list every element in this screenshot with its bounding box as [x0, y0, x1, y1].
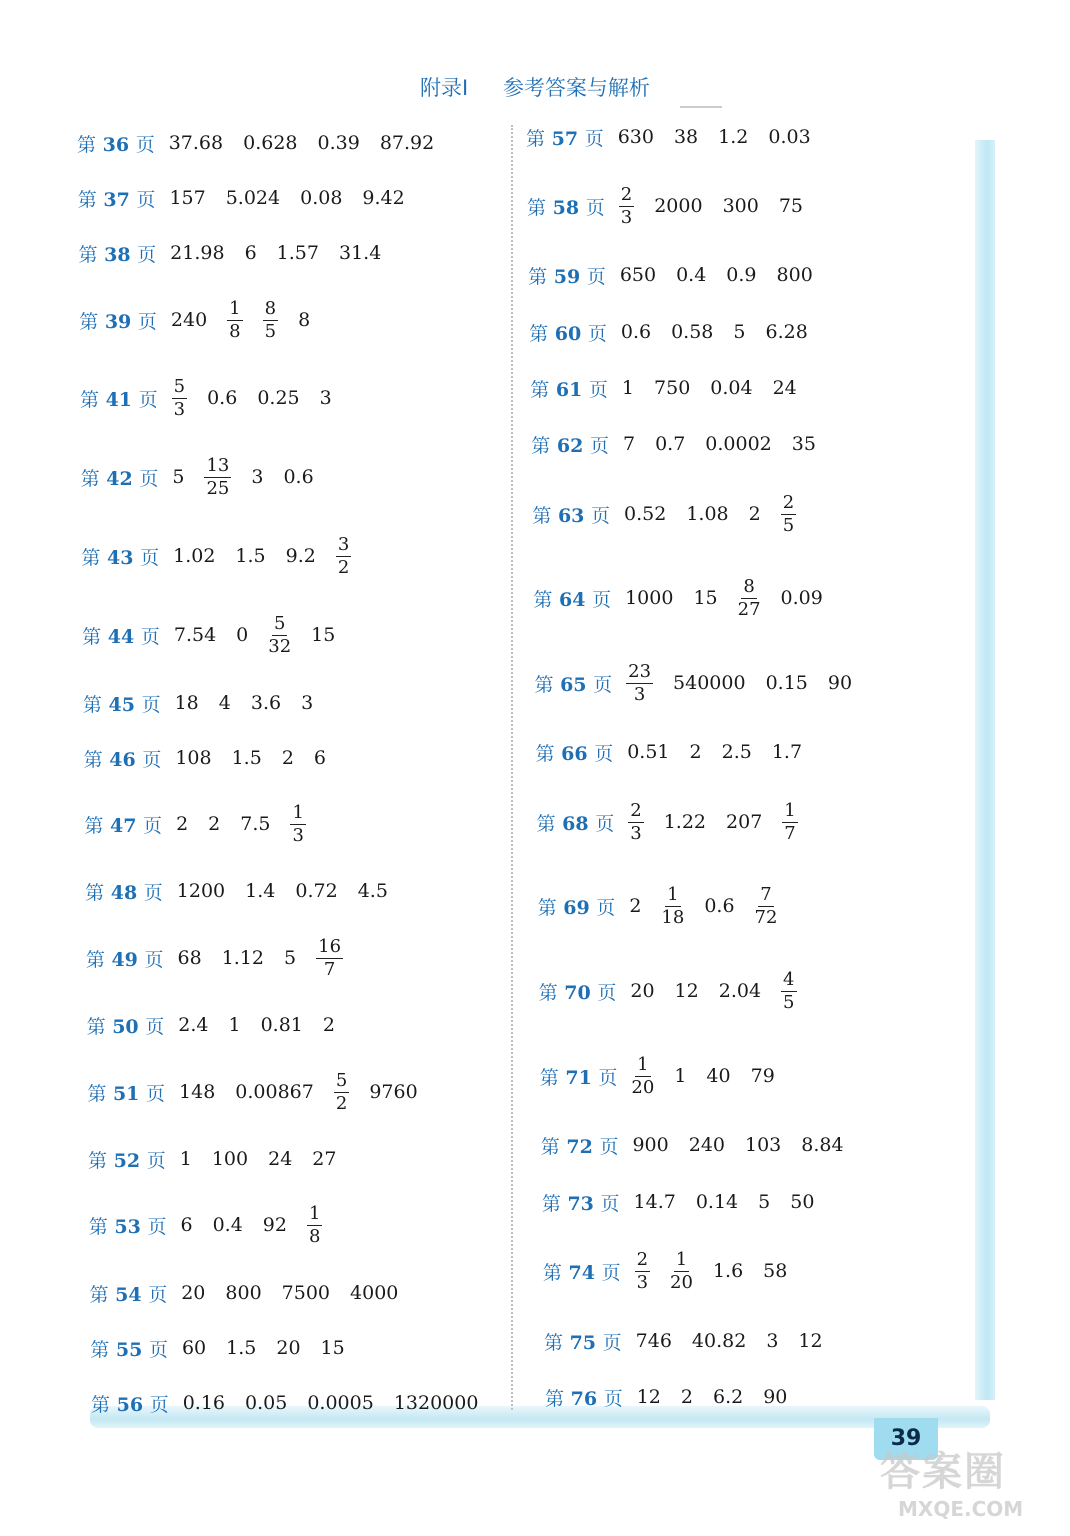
answer-value: 1.2: [718, 126, 749, 148]
answer-value: 0.81: [260, 1014, 303, 1036]
answer-row: [90, 1263, 419, 1323]
answer-row: [87, 1062, 437, 1122]
page-label: 第 64 页: [533, 588, 612, 611]
answer-value: 0.6: [620, 321, 652, 343]
page-label: 第 43 页: [81, 546, 160, 569]
column-divider: [511, 125, 513, 1410]
answer-value: 20: [181, 1282, 206, 1304]
answer-value: 3: [251, 466, 264, 488]
answer-value: 35: [791, 433, 816, 455]
answer-value: 50: [790, 1191, 815, 1213]
page-label: 第 75 页: [543, 1331, 622, 1354]
answer-value: 0.25: [257, 387, 300, 409]
answer-row: [533, 568, 842, 628]
answer-value: 2: [208, 813, 221, 835]
page-label: 第 55 页: [90, 1338, 168, 1361]
answer-value: 90: [763, 1386, 788, 1408]
answer-value: 5: [284, 947, 297, 969]
answer-value: 1: [179, 1148, 192, 1170]
answer-row: [530, 358, 817, 418]
answer-value: 12: [636, 1386, 661, 1408]
answer-row: [539, 961, 817, 1021]
page-label: 第 53 页: [88, 1215, 167, 1238]
answer-value: 6: [244, 242, 257, 264]
answer-value: 240: [170, 309, 208, 331]
answer-value: 2: [281, 747, 294, 769]
page-label: 第 71 页: [539, 1066, 618, 1089]
answer-value: 5: [172, 466, 185, 488]
answer-value: 0.16: [182, 1392, 226, 1414]
answer-value: 2.5: [721, 741, 752, 763]
answer-row: [536, 722, 823, 782]
answer-value: 3: [766, 1330, 779, 1352]
answer-value: 157: [169, 187, 206, 209]
answer-row: [527, 176, 823, 236]
answer-value: 1.5: [235, 545, 266, 567]
page-label: 第 56 页: [91, 1393, 169, 1416]
page-label: 第 44 页: [82, 625, 160, 648]
fraction-answer: $\frac{5}{32}$: [268, 612, 292, 657]
answer-value: 0.6: [283, 466, 314, 488]
answer-value: 7.5: [240, 813, 271, 835]
page-label: 第 74 页: [542, 1261, 621, 1284]
answer-row: [80, 368, 352, 428]
answer-value: 1.5: [226, 1337, 257, 1359]
watermark-logo: 答案圈 MXQE.COM: [880, 1449, 1024, 1521]
answer-value: 15: [311, 624, 336, 646]
answer-row: [544, 1311, 843, 1371]
fraction-answer: $\frac{5}{3}$: [173, 375, 186, 420]
page-label: 第 72 页: [540, 1135, 619, 1158]
page-label: 第 51 页: [87, 1082, 166, 1105]
answer-value: 4: [218, 692, 231, 714]
answer-value: 7.54: [173, 624, 217, 646]
fraction-answer: $\frac{2}{3}$: [620, 183, 633, 228]
answer-value: 92: [262, 1214, 287, 1236]
answer-value: 8: [298, 309, 311, 331]
answer-value: 0.0002: [705, 433, 772, 455]
answer-value: 20: [630, 980, 655, 1002]
answer-value: 20: [276, 1337, 301, 1359]
answer-value: 18: [174, 692, 199, 714]
fraction-answer: $\frac{3}{2}$: [337, 533, 350, 578]
page-label: 第 45 页: [82, 693, 161, 716]
answer-value: 40.82: [691, 1330, 747, 1352]
fraction-answer: $\frac{13}{25}$: [206, 454, 230, 499]
fraction-answer: $\frac{7}{72}$: [754, 883, 778, 928]
answer-value: 0.05: [245, 1392, 288, 1414]
answer-value: 0.6: [704, 895, 735, 917]
page-header: [0, 72, 1070, 102]
answer-value: 746: [635, 1330, 672, 1352]
answer-value: 0.0005: [307, 1392, 374, 1414]
page-number: 39: [874, 1418, 938, 1460]
page-label: 第 42 页: [80, 467, 159, 490]
answer-value: 8.84: [801, 1134, 844, 1156]
page-label: 第 58 页: [527, 196, 605, 219]
answer-row: [85, 861, 408, 921]
answer-row: [529, 302, 828, 362]
page-label: 第 38 页: [78, 243, 157, 266]
answer-value: 6: [313, 747, 326, 769]
answer-value: 2: [689, 741, 702, 763]
answer-row: [77, 113, 454, 173]
answer-value: 9760: [369, 1081, 418, 1103]
page-label: 第 46 页: [83, 748, 162, 771]
fraction-answer: $\frac{4}{5}$: [783, 968, 795, 1013]
answer-value: 207: [726, 811, 763, 833]
answer-value: 0.628: [243, 132, 298, 154]
answer-value: 68: [177, 947, 202, 969]
answer-value: 0.6: [207, 387, 238, 409]
page-label: 第 54 页: [89, 1283, 168, 1306]
answer-value: 38: [673, 126, 699, 148]
answer-value: 2.04: [718, 980, 762, 1002]
answer-value: 24: [268, 1148, 293, 1170]
answer-value: 0.9: [726, 264, 757, 286]
answer-value: 7: [622, 433, 636, 455]
page-label: 第 49 页: [85, 948, 164, 971]
fraction-answer: $\frac{1}{7}$: [784, 799, 796, 844]
answer-value: 37.68: [168, 132, 224, 154]
page-label: 第 37 页: [77, 188, 156, 211]
answer-value: 15: [693, 587, 718, 609]
answer-value: 21.98: [170, 242, 225, 264]
answer-value: 1: [621, 377, 635, 399]
answer-value: 1.02: [173, 545, 216, 567]
answer-value: 148: [179, 1081, 216, 1103]
answer-value: 1.5: [231, 747, 262, 769]
answer-row: [526, 107, 831, 167]
answer-value: 750: [654, 377, 691, 399]
answer-value: 0.72: [295, 880, 338, 902]
answer-row: [528, 245, 833, 305]
answer-value: 27: [312, 1148, 337, 1170]
page-label: 第 57 页: [526, 127, 604, 150]
answer-row: [78, 223, 401, 283]
answer-value: 40: [706, 1065, 731, 1087]
answer-value: 0.00867: [235, 1081, 314, 1103]
answer-value: 300: [722, 195, 759, 217]
page-label: 第 61 页: [530, 378, 608, 401]
answer-value: 0.15: [765, 672, 808, 694]
answer-row: [89, 1195, 343, 1255]
answer-value: 6: [180, 1214, 193, 1236]
fraction-answer: $\frac{1}{18}$: [661, 883, 685, 928]
answer-value: 0.09: [780, 587, 823, 609]
answer-row: [538, 876, 798, 936]
page-label: 第 73 页: [541, 1192, 620, 1215]
appendix-title: 附录Ⅰ: [420, 76, 469, 100]
fraction-answer: $\frac{2}{3}$: [630, 799, 642, 844]
page-label: 第 60 页: [529, 322, 607, 345]
answer-row: [540, 1046, 795, 1106]
answer-row: [83, 673, 333, 733]
fraction-answer: $\frac{2}{5}$: [782, 491, 795, 536]
page-label: 第 36 页: [77, 133, 155, 156]
fraction-answer: $\frac{8}{27}$: [737, 575, 761, 620]
answer-value: 2: [629, 895, 642, 917]
right-decoration-band: [975, 140, 995, 1400]
answer-row: [88, 1129, 356, 1189]
answer-row: [532, 484, 816, 544]
answer-value: 87.92: [379, 132, 435, 154]
page-label: 第 41 页: [79, 388, 158, 411]
answer-row: [531, 414, 836, 474]
fraction-answer: $\frac{5}{2}$: [335, 1069, 348, 1114]
answer-value: 103: [745, 1134, 782, 1156]
fraction-answer: $\frac{1}{20}$: [670, 1248, 693, 1293]
answer-value: 240: [688, 1134, 725, 1156]
answer-value: 5: [758, 1191, 771, 1213]
answer-value: 0.39: [317, 132, 360, 154]
answer-value: 1.22: [663, 811, 707, 833]
fraction-answer: $\frac{2}{3}$: [636, 1248, 649, 1293]
page-label: 第 70 页: [538, 981, 617, 1004]
fraction-answer: $\frac{1}{20}$: [631, 1053, 655, 1098]
answer-value: 4000: [350, 1282, 399, 1304]
answer-value: 2: [176, 813, 189, 835]
page-label: 第 66 页: [535, 742, 614, 765]
answer-value: 3: [301, 692, 314, 714]
answer-value: 540000: [673, 672, 746, 694]
answer-value: 1.7: [771, 741, 803, 763]
answer-value: 2: [680, 1386, 693, 1408]
answer-value: 1000: [625, 587, 674, 609]
answer-value: 108: [175, 747, 212, 769]
answer-row: [90, 1318, 364, 1378]
answer-row: [84, 728, 346, 788]
answer-value: 800: [776, 264, 813, 286]
answer-value: 0.4: [676, 264, 707, 286]
answer-row: [534, 653, 872, 713]
answer-value: 4.5: [357, 880, 388, 902]
answer-value: 1320000: [393, 1392, 479, 1414]
page-label: 第 63 页: [532, 504, 611, 527]
answer-row: [86, 928, 363, 988]
answer-row: [91, 1373, 498, 1433]
answer-value: 1: [228, 1014, 241, 1036]
answer-value: 7500: [281, 1282, 331, 1304]
answer-value: 630: [617, 126, 654, 148]
answer-value: 31.4: [338, 242, 382, 264]
answer-value: 58: [763, 1260, 788, 1282]
page-label: 第 59 页: [528, 265, 606, 288]
answer-row: [545, 1367, 807, 1427]
answer-value: 12: [674, 980, 699, 1002]
page-label: 第 39 页: [79, 310, 157, 333]
answer-value: 0.14: [695, 1191, 739, 1213]
answer-value: 75: [778, 195, 804, 217]
answer-value: 9.2: [285, 545, 316, 567]
answer-value: 2000: [654, 195, 703, 217]
answer-value: 0.03: [768, 126, 811, 148]
page-label: 第 50 页: [86, 1015, 165, 1038]
answer-value: 900: [632, 1134, 669, 1156]
answer-value: 2.4: [178, 1014, 209, 1036]
answer-value: 3.6: [250, 692, 282, 714]
answer-value: 79: [750, 1065, 775, 1087]
answer-row: [81, 447, 334, 507]
answer-row: [78, 168, 425, 228]
answer-row: [84, 794, 326, 854]
answer-value: 1.12: [221, 947, 265, 969]
answer-value: 650: [619, 264, 657, 286]
fraction-answer: $\frac{23}{3}$: [628, 660, 652, 705]
fraction-answer: $\frac{1}{3}$: [292, 801, 304, 846]
answer-row: [79, 290, 330, 350]
answer-value: 1: [674, 1065, 687, 1087]
answer-row: [82, 605, 355, 665]
answer-value: 1.6: [712, 1260, 744, 1282]
page-label: 第 69 页: [537, 896, 616, 919]
answer-value: 60: [181, 1337, 207, 1359]
answer-row: [87, 995, 355, 1055]
page-label: 第 62 页: [531, 434, 609, 457]
answer-value: 0.51: [627, 741, 670, 763]
answer-value: 0.58: [671, 321, 714, 343]
page-label: 第 76 页: [545, 1387, 623, 1410]
answer-value: 12: [798, 1330, 823, 1352]
answer-value: 0.52: [624, 503, 667, 525]
fraction-answer: $\frac{8}{5}$: [264, 297, 277, 342]
answer-value: 6.28: [765, 321, 808, 343]
answer-value: 5: [733, 321, 746, 343]
answer-value: 0.08: [300, 187, 343, 209]
answer-value: 9.42: [362, 187, 405, 209]
answer-value: 1.57: [276, 242, 319, 264]
fraction-answer: $\frac{1}{8}$: [229, 297, 241, 342]
page-label: 第 68 页: [536, 812, 615, 835]
answer-row: [541, 1115, 864, 1175]
page-label: 第 52 页: [88, 1149, 166, 1172]
fraction-answer: $\frac{16}{7}$: [318, 935, 342, 980]
page-label: 第 48 页: [85, 881, 163, 904]
answer-value: 2: [748, 503, 761, 525]
fraction-answer: $\frac{1}{8}$: [308, 1202, 321, 1247]
answer-value: 100: [211, 1148, 249, 1170]
page-label: 第 47 页: [84, 814, 163, 837]
answer-value: 6.2: [712, 1386, 744, 1408]
answer-value: 0.7: [655, 433, 686, 455]
page-label: 第 65 页: [534, 673, 613, 696]
answer-value: 24: [772, 377, 797, 399]
answer-value: 1.08: [686, 503, 729, 525]
answer-value: 1200: [176, 880, 226, 902]
section-title: 参考答案与解析: [502, 76, 650, 100]
answer-value: 800: [225, 1282, 262, 1304]
answer-value: 2: [322, 1014, 335, 1036]
answer-row: [542, 1172, 835, 1232]
answer-value: 0.4: [212, 1214, 243, 1236]
answer-value: 14.7: [633, 1191, 676, 1213]
answer-value: 3: [319, 387, 332, 409]
answer-value: 90: [827, 672, 853, 694]
answer-value: 0.04: [710, 377, 753, 399]
answer-row: [537, 792, 818, 852]
answer-value: 15: [320, 1337, 345, 1359]
answer-value: 0: [236, 624, 249, 646]
answer-value: 1.4: [245, 880, 276, 902]
answer-row: [81, 526, 371, 586]
answer-value: 5.024: [225, 187, 281, 209]
answer-row: [543, 1241, 807, 1301]
